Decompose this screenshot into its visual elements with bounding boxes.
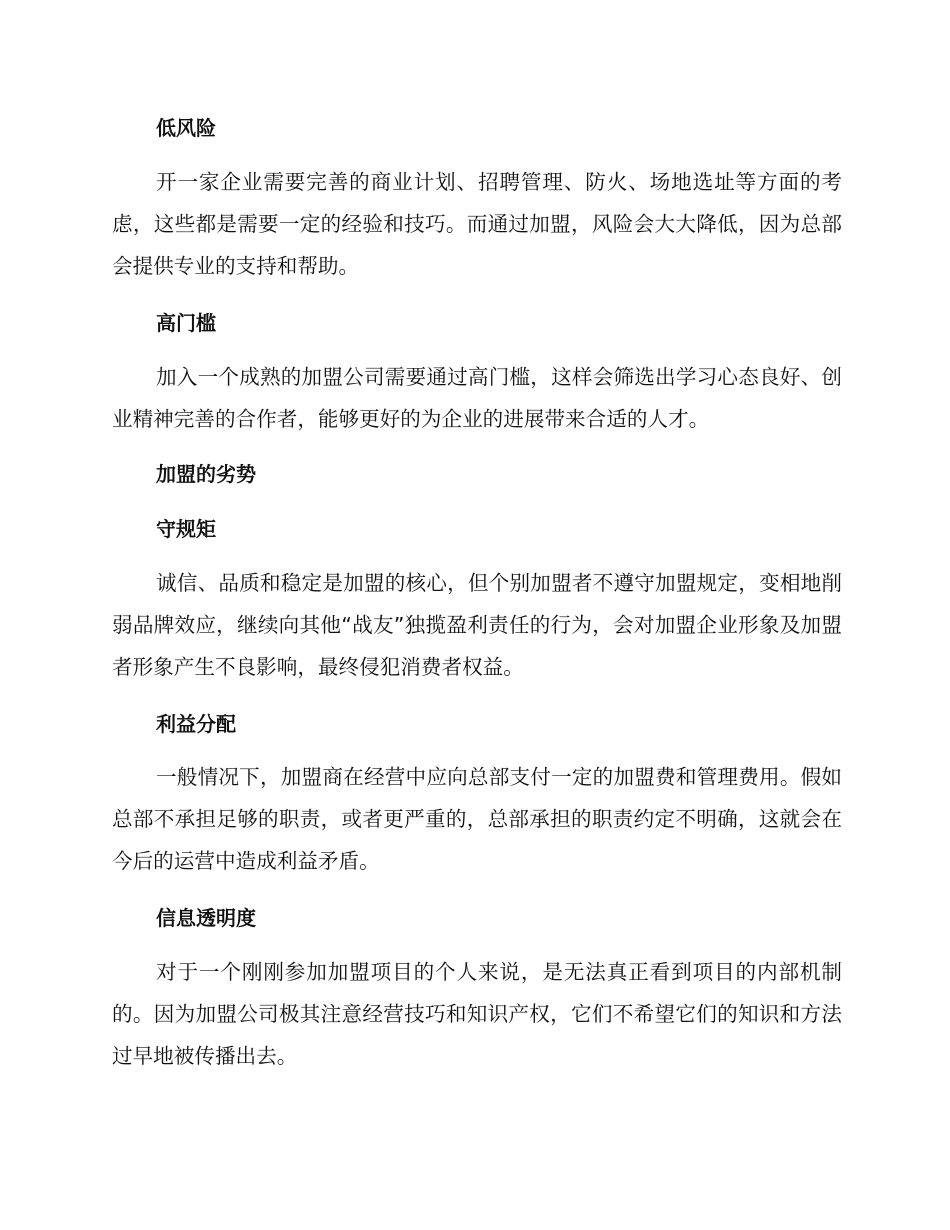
paragraph-profit-distribution: 一般情况下，加盟商在经营中应向总部支付一定的加盟费和管理费用。假如总部不承担足够的职责，或者更严重的，总部承担的职责约定不明确，这就会在今后的运营中造成利益矛盾。 [112, 765, 842, 873]
heading-low-risk: 低风险 [156, 116, 216, 140]
heading-information-transparency: 信息透明度 [156, 906, 256, 930]
paragraph-information-transparency: 对于一个刚刚参加加盟项目的个人来说，是无法真正看到项目的内部机制的。因为加盟公司极其注意经营技巧和知识产权，它们不希望它们的知识和方法过早地被传播出去。 [112, 960, 842, 1068]
paragraph-low-risk: 开一家企业需要完善的商业计划、招聘管理、防火、场地选址等方面的考虑，这些都是需要一定的经验和技巧。而通过加盟，风险会大大降低，因为总部会提供专业的支持和帮助。 [112, 170, 842, 278]
heading-follow-rules: 守规矩 [156, 517, 216, 541]
heading-high-threshold: 高门槛 [156, 311, 216, 335]
paragraph-high-threshold: 加入一个成熟的加盟公司需要通过高门槛，这样会筛选出学习心态良好、创业精神完善的合作者，能够更好的为企业的进展带来合适的人才。 [112, 365, 842, 431]
heading-franchise-disadvantages: 加盟的劣势 [156, 462, 256, 486]
paragraph-follow-rules: 诚信、品质和稳定是加盟的核心，但个别加盟者不遵守加盟规定，变相地削弱品牌效应，继续向其他“战友”独揽盈利责任的行为，会对加盟企业形象及加盟者形象产生不良影响，最终侵犯消费者权益。 [112, 571, 842, 679]
heading-profit-distribution: 利益分配 [156, 712, 236, 736]
